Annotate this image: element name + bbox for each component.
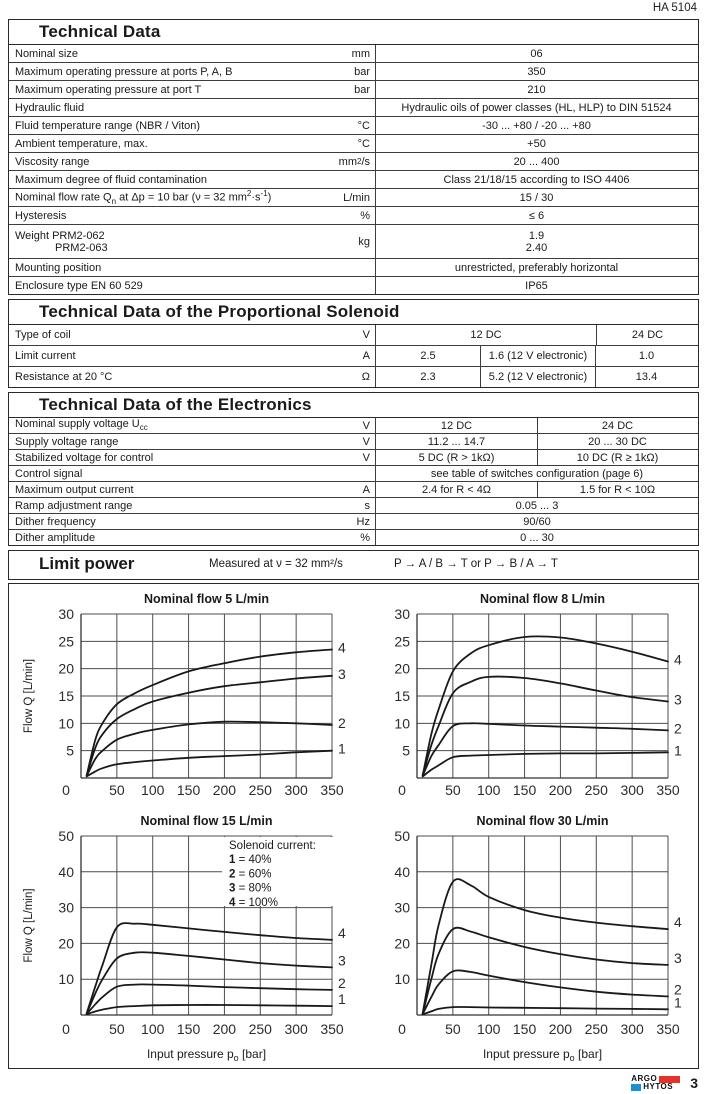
row-unit: bar bbox=[354, 83, 370, 96]
row-label: Maximum degree of fluid contamination bbox=[15, 173, 207, 186]
row-label: Nominal size bbox=[15, 47, 78, 60]
legend-title: Solenoid current: bbox=[229, 840, 316, 852]
svg-text:5: 5 bbox=[402, 742, 410, 759]
row-label: Fluid temperature range (NBR / Viton) bbox=[15, 119, 201, 132]
electronics-table bbox=[8, 418, 699, 546]
curve-label-1: 1 bbox=[674, 994, 682, 1011]
svg-text:200: 200 bbox=[212, 1021, 237, 1037]
row-value: 13.4 bbox=[595, 367, 697, 387]
row-values bbox=[375, 498, 698, 513]
curves bbox=[87, 923, 346, 1014]
svg-text:250: 250 bbox=[248, 782, 272, 798]
chart-title: Nominal flow 30 L/min bbox=[476, 814, 609, 828]
section-title-proportional-solenoid: Technical Data of the Proportional Solenoid bbox=[8, 299, 699, 325]
chart-canvas bbox=[355, 606, 685, 798]
chart-title: Nominal flow 5 L/min bbox=[143, 592, 269, 606]
row-label: Mounting position bbox=[15, 261, 102, 274]
proportional-solenoid-table bbox=[8, 325, 699, 388]
chart-canvas bbox=[19, 606, 349, 798]
row-label: Maximum operating pressure at ports P, A, B bbox=[15, 65, 233, 78]
row-label: Nominal flow rate $Q_n$ at Δp = 10 bar (ν = 32 $mm^2\cdot s^{-1}$) bbox=[15, 189, 272, 206]
row-label: Type of coil bbox=[15, 329, 71, 341]
row-value: 11.2 ... 14.7 bbox=[427, 435, 486, 448]
svg-text:30: 30 bbox=[394, 899, 410, 916]
row-values bbox=[375, 81, 698, 98]
row-unit: V bbox=[362, 329, 370, 341]
row-values bbox=[375, 346, 698, 366]
chart-canvas bbox=[19, 828, 349, 1068]
row-label: Enclosure type EN 60 529 bbox=[15, 279, 143, 292]
curves bbox=[423, 636, 682, 776]
grid-lines bbox=[81, 614, 332, 778]
row-value: 24 DC bbox=[596, 325, 698, 345]
row-value: Hydraulic oils of power classes (HL, HLP) to DIN 51524 bbox=[401, 101, 672, 114]
row-value: 5 DC (R > 1kΩ) bbox=[418, 451, 495, 464]
row-label: Maximum output current bbox=[15, 483, 134, 496]
section-proportional-solenoid bbox=[8, 299, 699, 388]
row-values bbox=[375, 153, 698, 170]
svg-text:15: 15 bbox=[58, 688, 74, 704]
svg-text:20: 20 bbox=[58, 935, 74, 952]
curve-2 bbox=[87, 722, 332, 776]
row-unit bbox=[326, 171, 375, 188]
legend-item: 3 = 80% bbox=[229, 882, 272, 895]
table-row bbox=[9, 116, 698, 134]
row-unit bbox=[326, 277, 375, 294]
row-value: 24 DC bbox=[537, 418, 697, 433]
curves bbox=[87, 640, 346, 777]
svg-text:100: 100 bbox=[477, 782, 501, 798]
row-values bbox=[375, 325, 698, 345]
row-values bbox=[375, 207, 698, 224]
curve-1 bbox=[87, 751, 332, 777]
table-row bbox=[9, 418, 698, 433]
limit-power-charts bbox=[8, 583, 699, 1069]
svg-text:150: 150 bbox=[176, 1021, 201, 1037]
svg-text:150: 150 bbox=[176, 782, 201, 798]
section-technical-data bbox=[8, 19, 699, 295]
row-value: unrestricted, preferably horizontal bbox=[454, 261, 619, 274]
curve-label-3: 3 bbox=[674, 691, 682, 708]
svg-text:350: 350 bbox=[320, 1021, 344, 1037]
svg-text:25: 25 bbox=[58, 633, 74, 650]
y-axis-label: Flow Q [L/min] bbox=[23, 888, 35, 963]
svg-text:30: 30 bbox=[58, 606, 74, 622]
legend-item: 2 = 60% bbox=[229, 868, 272, 881]
svg-text:50: 50 bbox=[109, 782, 125, 798]
row-unit: V bbox=[362, 419, 370, 432]
curve-1 bbox=[423, 752, 668, 776]
row-unit: °C bbox=[357, 119, 370, 132]
svg-text:250: 250 bbox=[248, 1021, 272, 1037]
row-value: 06 bbox=[530, 47, 543, 60]
svg-text:25: 25 bbox=[394, 633, 410, 650]
curve-label-2: 2 bbox=[674, 720, 682, 737]
svg-text:350: 350 bbox=[656, 1021, 680, 1037]
curve-label-1: 1 bbox=[338, 991, 346, 1008]
svg-text:10: 10 bbox=[58, 971, 74, 988]
table-row bbox=[9, 98, 698, 116]
row-value: 0.05 ... 3 bbox=[515, 499, 559, 512]
curve-label-3: 3 bbox=[674, 949, 682, 966]
row-value: 1.0 bbox=[595, 346, 697, 366]
curve-label-2: 2 bbox=[338, 714, 346, 731]
row-value: 210 bbox=[527, 83, 546, 96]
row-label: Ramp adjustment range bbox=[15, 499, 133, 512]
row-label: Maximum operating pressure at port T bbox=[15, 83, 202, 96]
row-value: see table of switches configuration (page 6) bbox=[430, 467, 644, 480]
svg-text:5: 5 bbox=[66, 742, 74, 759]
page-number: 3 bbox=[690, 1075, 698, 1091]
row-unit: A bbox=[362, 350, 370, 362]
row-unit: °C bbox=[357, 137, 370, 150]
svg-text:20: 20 bbox=[394, 935, 410, 952]
section-electronics bbox=[8, 392, 699, 546]
row-values bbox=[375, 367, 698, 387]
row-unit: Hz bbox=[356, 515, 370, 528]
svg-text:50: 50 bbox=[445, 1021, 461, 1037]
row-value: 2.3 bbox=[420, 371, 436, 383]
row-label: Hydraulic fluid bbox=[15, 101, 85, 114]
svg-text:10: 10 bbox=[58, 715, 74, 732]
limit-power-flow-paths-note: P → A / B → T or P → B / A → T bbox=[394, 558, 558, 570]
row-value: 2.4 for R < 4Ω bbox=[421, 483, 492, 496]
row-unit bbox=[326, 466, 375, 481]
svg-text:300: 300 bbox=[284, 782, 308, 798]
curve-label-2: 2 bbox=[338, 974, 346, 991]
row-values bbox=[375, 45, 698, 62]
table-row bbox=[9, 206, 698, 224]
table-row bbox=[9, 170, 698, 188]
row-unit bbox=[326, 259, 375, 276]
svg-text:300: 300 bbox=[620, 1021, 644, 1037]
row-unit: % bbox=[360, 209, 370, 222]
technical-data-table bbox=[8, 45, 699, 295]
row-label: Dither frequency bbox=[15, 515, 96, 528]
row-values bbox=[375, 530, 698, 545]
svg-text:0: 0 bbox=[62, 782, 70, 798]
svg-text:100: 100 bbox=[141, 1021, 165, 1037]
svg-text:50: 50 bbox=[445, 782, 461, 798]
svg-text:10: 10 bbox=[394, 715, 410, 732]
curve-label-4: 4 bbox=[338, 924, 346, 941]
table-row bbox=[9, 433, 698, 449]
svg-text:50: 50 bbox=[58, 828, 74, 844]
table-row bbox=[9, 45, 698, 62]
chart-nominal-flow-30-l-min bbox=[355, 812, 685, 1069]
row-values bbox=[375, 277, 698, 294]
curve-label-4: 4 bbox=[338, 639, 346, 656]
curve-label-3: 3 bbox=[338, 665, 346, 682]
table-row bbox=[9, 529, 698, 545]
row-unit: V bbox=[362, 435, 370, 448]
row-values bbox=[375, 99, 698, 116]
table-row bbox=[9, 276, 698, 294]
row-value: 15 / 30 bbox=[519, 191, 554, 204]
row-value: ≤ 6 bbox=[528, 209, 545, 222]
curve-1 bbox=[87, 1005, 332, 1014]
svg-text:20: 20 bbox=[394, 660, 410, 677]
svg-text:40: 40 bbox=[58, 863, 74, 880]
row-values bbox=[375, 225, 698, 258]
y-axis-label: Flow Q [L/min] bbox=[23, 658, 35, 734]
x-axis-label: Input pressure $p_o$ [bar] bbox=[482, 1047, 603, 1063]
svg-text:40: 40 bbox=[394, 863, 410, 880]
row-values bbox=[375, 418, 698, 433]
row-value: Class 21/18/15 according to ISO 4406 bbox=[443, 173, 630, 186]
svg-text:0: 0 bbox=[398, 782, 406, 798]
chart-canvas bbox=[355, 828, 685, 1068]
row-unit: kg bbox=[358, 235, 370, 248]
row-value: -30 ... +80 / -20 ... +80 bbox=[482, 119, 591, 132]
row-values bbox=[375, 117, 698, 134]
row-unit: mm 2 /s bbox=[338, 155, 370, 168]
x-axis-label: Input pressure $p_o$ [bar] bbox=[146, 1047, 267, 1063]
limit-power-measurement-note: Measured at ν = 32 mm²/s bbox=[209, 558, 343, 570]
table-row bbox=[9, 62, 698, 80]
chart-nominal-flow-5-l-min bbox=[19, 590, 349, 802]
svg-text:150: 150 bbox=[512, 782, 537, 798]
row-label: Nominal supply voltage $U_{cc}$ bbox=[15, 418, 148, 433]
table-row bbox=[9, 345, 698, 366]
row-value: 350 bbox=[527, 65, 546, 78]
svg-text:350: 350 bbox=[656, 782, 680, 798]
row-values bbox=[375, 135, 698, 152]
row-unit: A bbox=[362, 483, 370, 496]
svg-text:50: 50 bbox=[109, 1021, 125, 1037]
row-values bbox=[375, 450, 698, 465]
row-values bbox=[375, 514, 698, 529]
svg-text:0: 0 bbox=[62, 1021, 70, 1037]
row-value: 5.2 (12 V electronic) bbox=[480, 367, 595, 387]
row-label: Ambient temperature, max. bbox=[15, 137, 148, 150]
row-value: +50 bbox=[527, 137, 546, 150]
curve-4 bbox=[423, 879, 668, 1013]
svg-text:0: 0 bbox=[398, 1021, 406, 1037]
curve-1 bbox=[423, 1007, 668, 1014]
legend-item: 1 = 40% bbox=[229, 854, 272, 866]
table-row bbox=[9, 224, 698, 258]
row-values bbox=[375, 189, 698, 206]
chart-legend bbox=[222, 837, 334, 909]
row-label: Hysteresis bbox=[15, 209, 67, 222]
row-unit: L/min bbox=[343, 191, 370, 204]
svg-text:100: 100 bbox=[141, 782, 165, 798]
axis-tick-labels bbox=[394, 606, 679, 798]
row-values bbox=[375, 63, 698, 80]
row-unit: mm bbox=[351, 47, 370, 60]
row-unit: Ω bbox=[361, 371, 370, 383]
row-value: 12 DC bbox=[440, 419, 473, 432]
svg-text:200: 200 bbox=[548, 1021, 573, 1037]
row-value: 20 ... 400 bbox=[513, 155, 560, 168]
row-value: 10 DC (R ≥ 1kΩ) bbox=[537, 450, 697, 465]
row-unit bbox=[326, 99, 375, 116]
row-value: 1.5 for R < 10Ω bbox=[537, 482, 697, 497]
argo-hytos-logo bbox=[631, 1075, 680, 1091]
curve-label-3: 3 bbox=[338, 952, 346, 969]
row-label: Limit current bbox=[15, 350, 76, 362]
table-row bbox=[9, 465, 698, 481]
limit-power-title: Limit power bbox=[39, 554, 135, 573]
legend-item: 4 = 100% bbox=[229, 896, 278, 909]
doc-number: HA 5104 bbox=[652, 2, 697, 14]
row-label: Supply voltage range bbox=[15, 435, 119, 448]
row-unit: s bbox=[364, 499, 370, 512]
row-value: 12 DC bbox=[470, 329, 502, 341]
row-unit: V bbox=[362, 451, 370, 464]
brand-blue-block bbox=[631, 1084, 641, 1091]
curve-label-4: 4 bbox=[674, 914, 682, 931]
svg-text:15: 15 bbox=[394, 688, 410, 704]
row-label: Dither amplitude bbox=[15, 531, 96, 544]
table-row bbox=[9, 134, 698, 152]
table-row bbox=[9, 258, 698, 276]
row-value: 90/60 bbox=[523, 515, 551, 528]
svg-text:350: 350 bbox=[320, 782, 344, 798]
curve-3 bbox=[87, 676, 332, 776]
row-label: Weight PRM2-062 PRM2-063 bbox=[15, 229, 108, 254]
table-row bbox=[9, 152, 698, 170]
row-label: Control signal bbox=[15, 467, 83, 480]
curves bbox=[423, 879, 682, 1014]
row-label: Resistance at 20 °C bbox=[15, 371, 113, 383]
svg-text:150: 150 bbox=[512, 1021, 537, 1037]
section-title-electronics: Technical Data of the Electronics bbox=[8, 392, 699, 418]
row-values bbox=[375, 171, 698, 188]
curve-2 bbox=[423, 723, 668, 776]
curve-4 bbox=[87, 923, 332, 1013]
row-values bbox=[375, 466, 698, 481]
chart-title: Nominal flow 15 L/min bbox=[140, 814, 273, 828]
svg-text:300: 300 bbox=[284, 1021, 308, 1037]
brand-argo-text: ARGO bbox=[631, 1074, 658, 1083]
limit-power-header bbox=[8, 550, 699, 580]
chart-nominal-flow-8-l-min bbox=[355, 590, 685, 802]
row-value: 0 ... 30 bbox=[520, 531, 554, 544]
svg-text:10: 10 bbox=[394, 971, 410, 988]
table-row bbox=[9, 366, 698, 387]
svg-text:20: 20 bbox=[58, 660, 74, 677]
table-row bbox=[9, 188, 698, 206]
curve-label-1: 1 bbox=[338, 740, 346, 757]
table-row bbox=[9, 513, 698, 529]
svg-text:250: 250 bbox=[584, 782, 608, 798]
svg-text:250: 250 bbox=[584, 1021, 608, 1037]
table-row bbox=[9, 449, 698, 465]
curve-label-2: 2 bbox=[674, 981, 682, 998]
curve-2 bbox=[87, 984, 332, 1014]
row-value: 2.5 bbox=[420, 350, 436, 362]
row-values bbox=[375, 482, 698, 497]
svg-text:200: 200 bbox=[548, 782, 573, 798]
table-row bbox=[9, 325, 698, 345]
svg-text:30: 30 bbox=[58, 899, 74, 916]
svg-text:200: 200 bbox=[212, 782, 237, 798]
svg-text:300: 300 bbox=[620, 782, 644, 798]
curve-label-1: 1 bbox=[674, 742, 682, 759]
page-footer bbox=[8, 1069, 699, 1094]
svg-text:30: 30 bbox=[394, 606, 410, 622]
row-label: Viscosity range bbox=[15, 155, 90, 168]
row-label: Stabilized voltage for control bbox=[15, 451, 154, 464]
row-values bbox=[375, 259, 698, 276]
section-title-technical-data: Technical Data bbox=[8, 19, 699, 45]
row-values bbox=[375, 434, 698, 449]
brand-hytos-text: HYTOS bbox=[643, 1082, 674, 1091]
svg-text:100: 100 bbox=[477, 1021, 501, 1037]
chart-nominal-flow-15-l-min bbox=[19, 812, 349, 1069]
table-row bbox=[9, 497, 698, 513]
row-value: IP65 bbox=[525, 279, 548, 292]
table-row bbox=[9, 481, 698, 497]
row-unit: bar bbox=[354, 65, 370, 78]
chart-title: Nominal flow 8 L/min bbox=[479, 592, 605, 606]
row-value: 1.9 2.40 bbox=[525, 229, 548, 254]
row-value: 1.6 (12 V electronic) bbox=[480, 346, 595, 366]
row-unit: % bbox=[360, 531, 370, 544]
row-value: 20 ... 30 DC bbox=[537, 434, 697, 449]
table-row bbox=[9, 80, 698, 98]
curve-label-4: 4 bbox=[674, 651, 682, 668]
svg-text:50: 50 bbox=[394, 828, 410, 844]
